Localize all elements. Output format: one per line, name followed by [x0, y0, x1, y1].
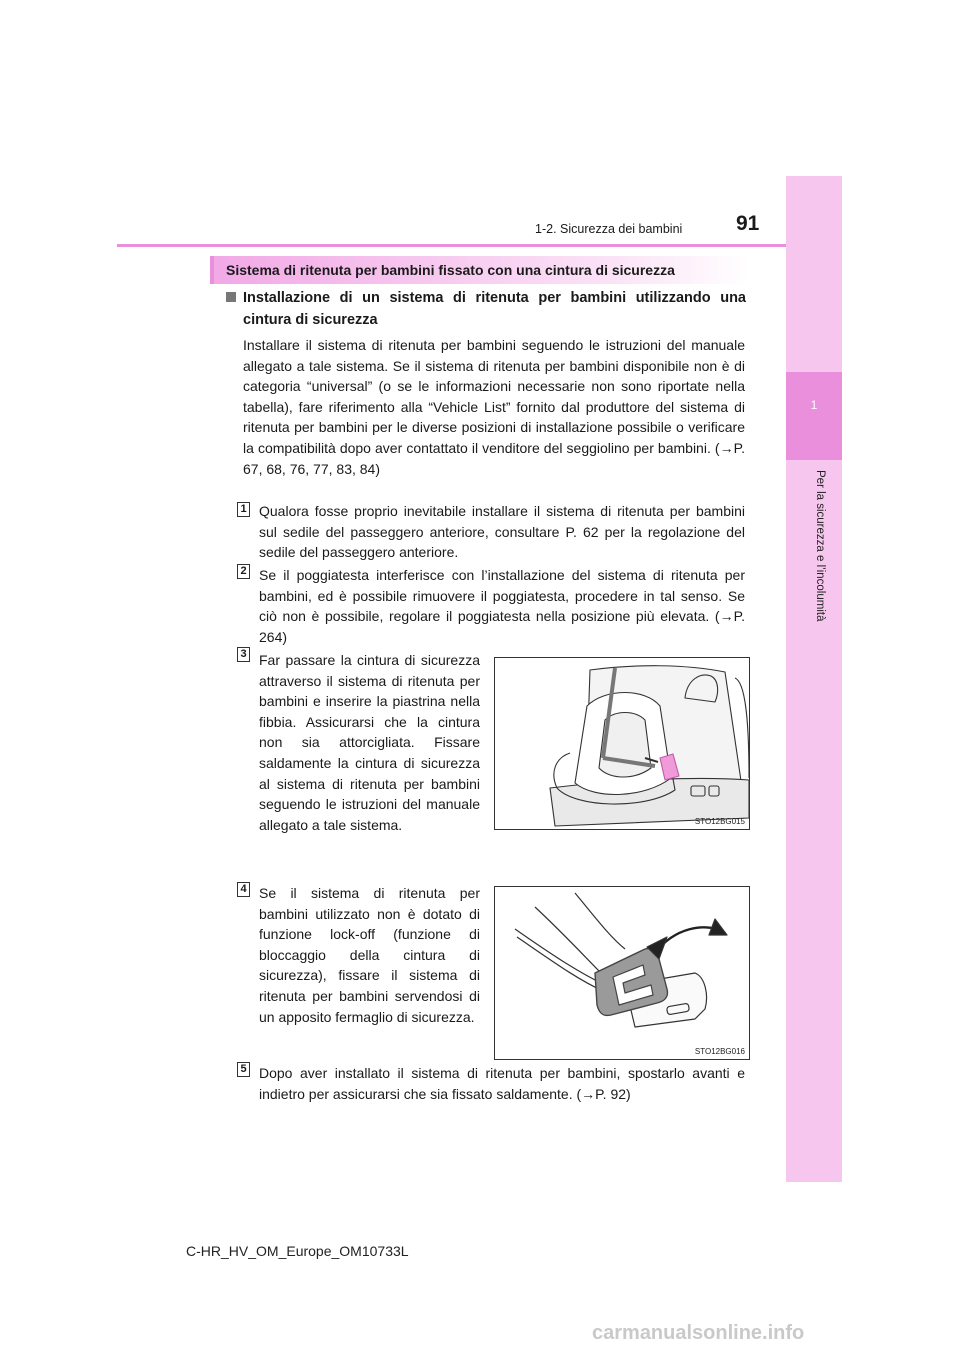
step-text: Qualora fosse proprio inevitabile installare il sistema di ritenuta per bambini sul sedile del passeggero anteriore, consultare P. 62 per la regolazione del sedile del passeggero anteriore.	[259, 503, 745, 561]
bullet-square-icon	[226, 292, 236, 302]
section-heading: Sistema di ritenuta per bambini fissato con una cintura di sicurezza	[226, 262, 675, 278]
step-text: Far passare la cintura di sicurezza attraverso il sistema di ritenuta per bambini e inserire la piastrina nella fibbia. Assicurarsi che la cintura non sia attorcigliata. Fissare saldamente la cintura di sicurezza al sistema di ritenuta per bambini seguendo le istruzioni del manuale allegato a tale sistema.	[259, 652, 480, 833]
figure-child-seat	[494, 657, 750, 830]
step-text: Se il sistema di ritenuta per bambini utilizzato non è dotato di funzione lock-off (funzione di bloccaggio della cintura di sicurezza), fissare il sistema di ritenuta per bambini servendosi di un apposito fermaglio di sicurezza.	[259, 885, 480, 1025]
step-text: Dopo aver installato il sistema di ritenuta per bambini, spostarlo avanti e indietro per assicurarsi che sia fissato saldamente. (→P. 92)	[259, 1065, 745, 1102]
intro-paragraph: Installare il sistema di ritenuta per bambini seguendo le istruzioni del manuale allegato a tale sistema. Se il sistema di ritenuta per bambini disponibile non è di categoria “universal” (o se le informazioni necessarie non sono riportate nella tabella), fare riferimento alla “Vehicle List” fornito dal produttore del sistema di ritenuta per bambini per le diverse posizioni di installazione possibile o verificare la compatibilità dopo aver contattato il venditore del seggiolino per bambini. (→P. 67, 68, 76, 77, 83, 84)	[243, 337, 745, 477]
chapter-side-tab	[786, 176, 842, 1182]
step-number: 5	[237, 1062, 250, 1077]
step-text: Se il poggiatesta interferisce con l’installazione del sistema di ritenuta per bambini, ed è possibile rimuovere il poggiatesta, procedere in tal senso. Se ciò non è possibile, regolare il poggiatesta nella posizione più elevata. (→P. 264)	[259, 567, 745, 645]
running-section-title: 1-2. Sicurezza dei bambini	[535, 222, 683, 236]
step-number: 2	[237, 564, 250, 579]
document-code-footer: C-HR_HV_OM_Europe_OM10733L	[186, 1243, 409, 1259]
page-number: 91	[736, 212, 760, 235]
sub-heading: Installazione di un sistema di ritenuta per bambini utilizzando una cintura di sicurezza	[243, 290, 746, 328]
chapter-tab-marker	[786, 372, 842, 460]
step-number: 4	[237, 882, 250, 897]
header-rule	[117, 244, 786, 247]
watermark: carmanualsonline.info	[592, 1322, 805, 1344]
step-number: 1	[237, 502, 250, 517]
chapter-title: Per la sicurezza e l’incolumità	[814, 470, 826, 622]
child-seat-with-seatbelt-illustration-icon	[495, 658, 751, 831]
figure-code: STO12BG015	[694, 817, 745, 826]
figure-code: STO12BG016	[694, 1047, 745, 1056]
locking-clip-illustration-icon	[495, 887, 751, 1061]
chapter-number: 1	[810, 398, 818, 412]
step-number: 3	[237, 647, 250, 662]
figure-locking-clip	[494, 886, 750, 1060]
